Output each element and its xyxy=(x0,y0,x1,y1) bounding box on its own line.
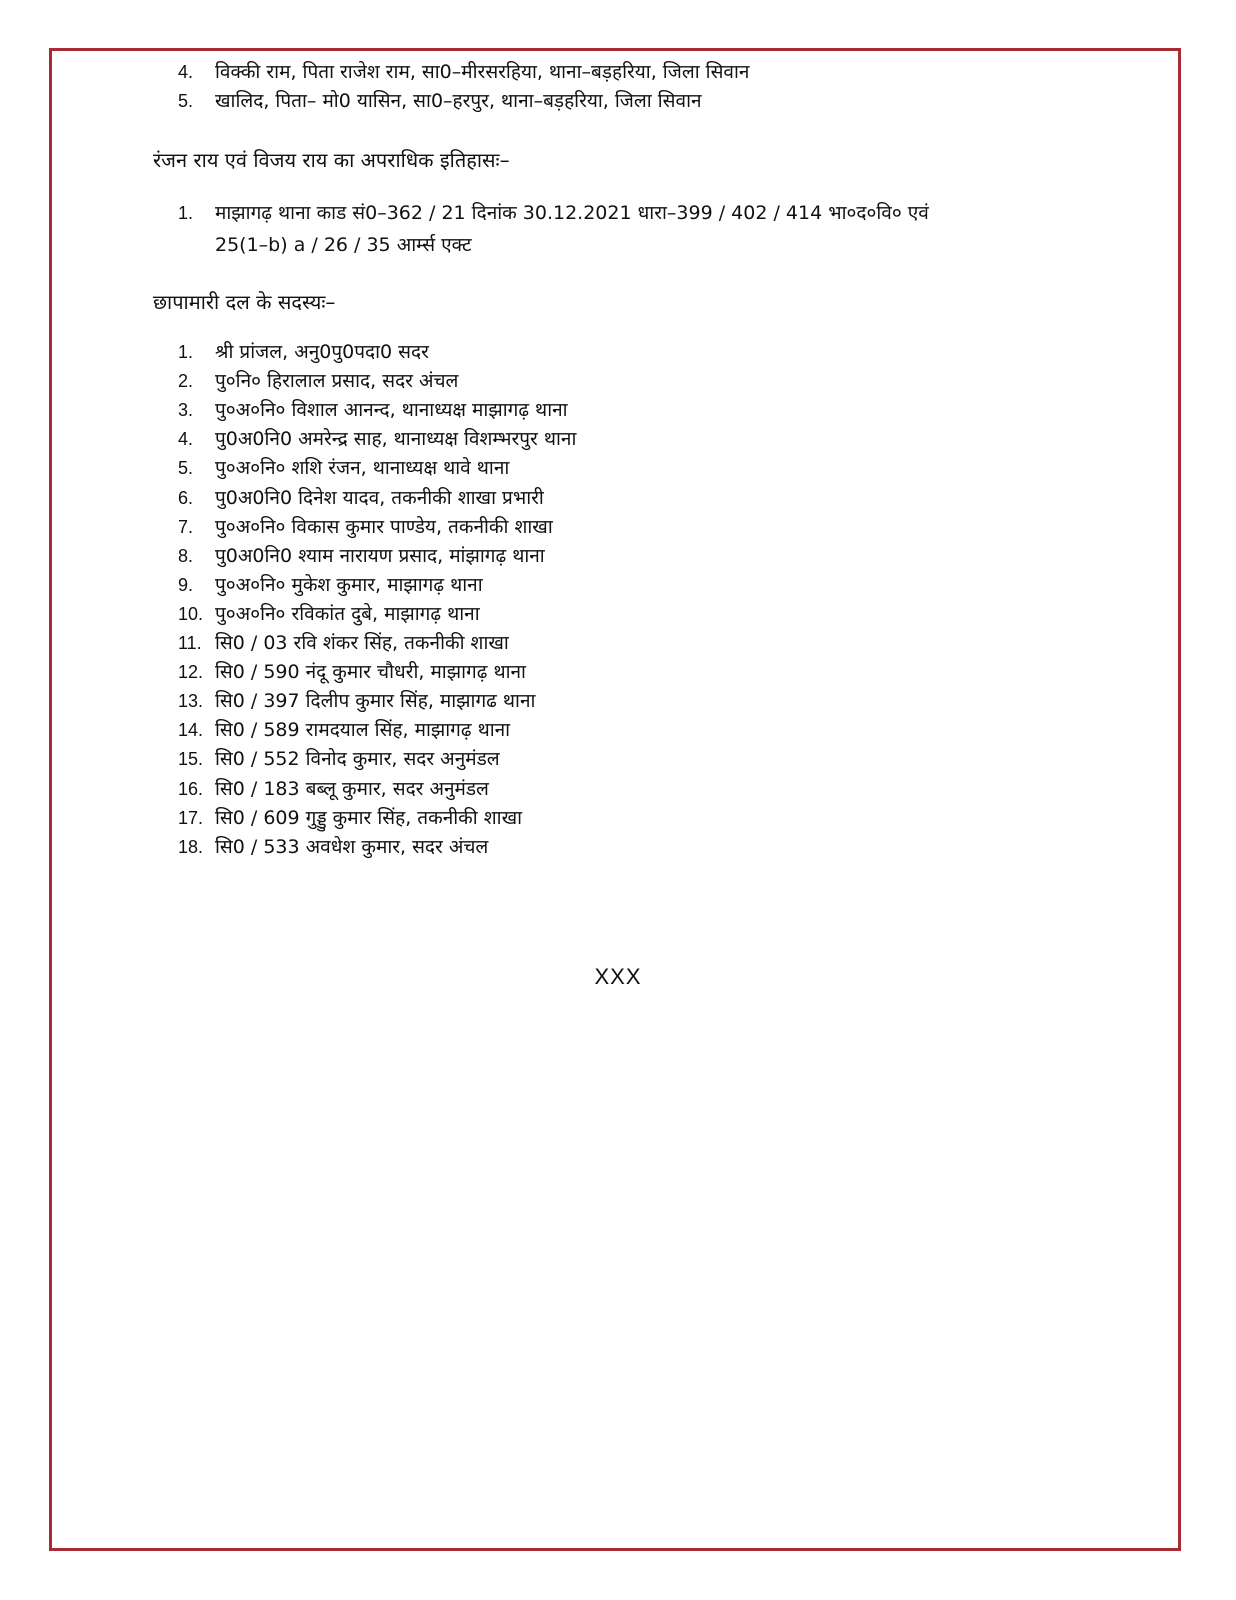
member-text: सि0 / 609 गुड्डु कुमार सिंह, तकनीकी शाखा xyxy=(215,807,523,829)
accused-item xyxy=(178,59,749,85)
history-line-1: माझागढ़ थाना काड सं0–362 / 21 दिनांक 30.12.2021 धारा–399 / 402 / 414 भा०द०वि० एवं xyxy=(215,202,929,224)
list-number: 18. xyxy=(178,837,204,857)
member-text: सि0 / 589 रामदयाल सिंह, माझागढ़ थाना xyxy=(215,719,511,741)
list-text: खालिद, पिता– मो0 यासिन, सा0–हरपुर, थाना–बड़हरिया, जिला सिवान xyxy=(215,90,702,112)
list-number: 2. xyxy=(178,371,194,391)
raid-team-member xyxy=(178,339,429,365)
history-line-2: 25(1–b) a / 26 / 35 आर्म्स एक्ट xyxy=(215,234,472,256)
raid-team-member xyxy=(178,717,510,743)
raid-team-member xyxy=(178,368,458,394)
list-number: 1. xyxy=(178,342,194,362)
member-text: सि0 / 590 नंदू कुमार चौधरी, माझागढ़ थाना xyxy=(215,661,526,683)
list-number: 7. xyxy=(178,517,194,537)
member-text: पु०अ०नि० शशि रंजन, थानाध्यक्ष थावे थाना xyxy=(215,457,510,479)
list-number: 14. xyxy=(178,720,204,740)
member-text: सि0 / 183 बब्लू कुमार, सदर अनुमंडल xyxy=(215,778,489,800)
raid-team-member xyxy=(178,630,509,656)
raid-team-member xyxy=(178,514,553,540)
raid-team-member xyxy=(178,397,568,423)
member-text: पु0अ0नि0 अमरेन्द्र साह, थानाध्यक्ष विशम्भरपुर थाना xyxy=(215,428,577,450)
raid-team-heading: छापामारी दल के सदस्यः– xyxy=(153,290,336,314)
raid-team-member xyxy=(178,805,522,831)
member-text: सि0 / 552 विनोद कुमार, सदर अनुमंडल xyxy=(215,748,500,770)
end-mark: XXX xyxy=(594,964,642,989)
raid-team-member xyxy=(178,572,483,598)
list-number: 16. xyxy=(178,779,204,799)
raid-team-member xyxy=(178,659,526,685)
member-text: पु०अ०नि० विशाल आनन्द, थानाध्यक्ष माझागढ़ थाना xyxy=(215,399,568,421)
list-number: 8. xyxy=(178,546,194,566)
member-text: पु0अ0नि0 श्याम नारायण प्रसाद, मांझागढ़ थाना xyxy=(215,545,545,567)
raid-team-member xyxy=(178,543,545,569)
list-number: 13. xyxy=(178,691,204,711)
list-number: 15. xyxy=(178,749,204,769)
member-text: सि0 / 533 अवधेश कुमार, सदर अंचल xyxy=(215,836,489,858)
list-number: 9. xyxy=(178,575,194,595)
raid-team-member xyxy=(178,455,509,481)
raid-team-member xyxy=(178,485,544,511)
raid-team-member xyxy=(178,601,480,627)
member-text: पु०अ०नि० विकास कुमार पाण्डेय, तकनीकी शाखा xyxy=(215,516,553,538)
list-number: 5. xyxy=(178,458,194,478)
raid-team-member xyxy=(178,776,489,802)
accused-item xyxy=(178,88,702,114)
member-text: पु०नि० हिरालाल प्रसाद, सदर अंचल xyxy=(215,370,459,392)
list-number: 4. xyxy=(178,62,194,82)
list-number: 17. xyxy=(178,808,204,828)
raid-team-member xyxy=(178,688,535,714)
member-text: पु०अ०नि० मुकेश कुमार, माझागढ़ थाना xyxy=(215,574,483,596)
list-number: 3. xyxy=(178,400,194,420)
list-number: 4. xyxy=(178,429,194,449)
list-number: 1. xyxy=(178,203,194,223)
history-item xyxy=(178,200,929,226)
member-text: श्री प्रांजल, अनु0पु0पदा0 सदर xyxy=(215,341,429,363)
raid-team-member xyxy=(178,834,488,860)
list-number: 5. xyxy=(178,91,194,111)
criminal-history-heading: रंजन राय एवं विजय राय का अपराधिक इतिहासः– xyxy=(153,148,510,172)
raid-team-member xyxy=(178,426,576,452)
member-text: सि0 / 03 रवि शंकर सिंह, तकनीकी शाखा xyxy=(215,632,509,654)
member-text: पु०अ०नि० रविकांत दुबे, माझागढ़ थाना xyxy=(215,603,480,625)
list-text: विक्की राम, पिता राजेश राम, सा0–मीरसरहिया, थाना–बड़हरिया, जिला सिवान xyxy=(215,61,750,83)
list-number: 11. xyxy=(178,633,202,653)
list-number: 12. xyxy=(178,662,204,682)
member-text: सि0 / 397 दिलीप कुमार सिंह, माझागढ थाना xyxy=(215,690,536,712)
list-number: 6. xyxy=(178,488,194,508)
list-number: 10. xyxy=(178,604,204,624)
raid-team-member xyxy=(178,746,500,772)
member-text: पु0अ0नि0 दिनेश यादव, तकनीकी शाखा प्रभारी xyxy=(215,487,544,509)
